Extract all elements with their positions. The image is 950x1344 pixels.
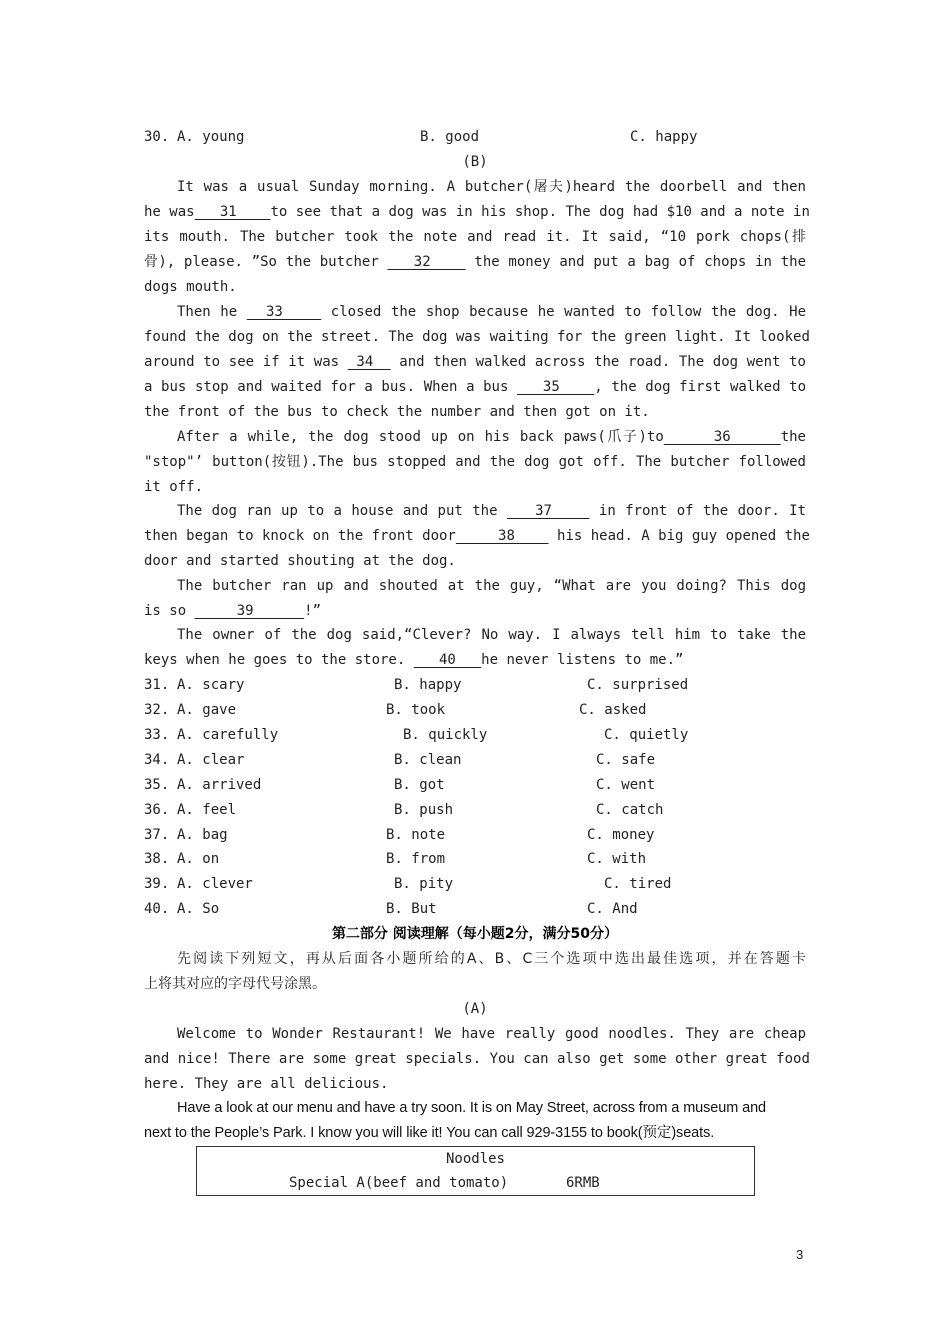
q32-option-b: B. took — [386, 702, 446, 718]
q32-option-a: A. gave — [177, 702, 237, 718]
menu-table — [196, 1146, 755, 1196]
q30-option-c: C. happy — [630, 129, 698, 145]
q34-option-b: B. clean — [394, 752, 462, 768]
q40-number: 40. — [144, 901, 170, 917]
blank-37: 37 — [506, 503, 590, 519]
blank-38: 38 — [455, 528, 549, 544]
blank-40: 40 — [413, 652, 482, 668]
q37-option-c: C. money — [587, 827, 655, 843]
menu-item-price: 6RMB — [566, 1175, 600, 1191]
q36-number: 36. — [144, 802, 170, 818]
passage-b-p1-line2: he was 31 to see that a dog was in his shop. The dog had $10 and a note in — [144, 204, 810, 220]
passage-b-p1-line1: It was a usual Sunday morning. A butcher(屠夫)heard the doorbell and then — [177, 179, 806, 195]
passage-b-p2-line2: found the dog on the street. The dog was waiting for the green light. It looked — [144, 329, 810, 345]
q40-option-a: A. So — [177, 901, 220, 917]
blank-34: 34 — [347, 354, 391, 370]
q38-option-c: C. with — [587, 851, 647, 867]
q34-option-c: C. safe — [596, 752, 656, 768]
q30-option-a: A. young — [177, 129, 245, 145]
q38-number: 38. — [144, 851, 170, 867]
section-label-b: (B) — [462, 154, 488, 170]
q33-option-a: A. carefully — [177, 727, 279, 743]
q36-option-c: C. catch — [596, 802, 664, 818]
q33-option-c: C. quietly — [604, 727, 689, 743]
q31-number: 31. — [144, 677, 170, 693]
q40-option-c: C. And — [587, 901, 638, 917]
passage-b-p2-line4: a bus stop and waited for a bus. When a bus 35 , the dog first walked to — [144, 379, 807, 395]
passage-b-p1-line5: dogs mouth. — [144, 279, 237, 295]
q38-option-b: B. from — [386, 851, 446, 867]
passage-b-p3-line2: "stop"’ button(按钮).The bus stopped and the dog got off. The butcher followed — [144, 454, 806, 470]
passage-b-p4-line2: then began to knock on the front door 38 his head. A big guy opened the — [144, 528, 810, 544]
passage-a-p1-line3: here. They are all delicious. — [144, 1076, 389, 1092]
blank-36: 36 — [663, 429, 781, 445]
passage-a-p1-line2: and nice! There are some great specials. You can also get some other great food — [144, 1051, 810, 1067]
q37-number: 37. — [144, 827, 170, 843]
q36-option-b: B. push — [394, 802, 454, 818]
q31-option-c: C. surprised — [587, 677, 689, 693]
part2-instruction-line2: 上将其对应的字母代号涂黑。 — [144, 976, 326, 992]
q30-number: 30. — [144, 129, 170, 145]
q39-number: 39. — [144, 876, 170, 892]
passage-b-p3-line3: it off. — [144, 479, 204, 495]
q31-option-b: B. happy — [394, 677, 462, 693]
q39-option-b: B. pity — [394, 876, 454, 892]
blank-31: 31 — [194, 204, 271, 220]
blank-39: 39 — [194, 603, 305, 619]
passage-b-p2-line1: Then he 33 closed the shop because he wanted to follow the dog. He — [177, 304, 806, 320]
passage-b-p2-line3: around to see if it was 34 and then walked across the road. The dog went to — [144, 354, 806, 370]
q37-option-a: A. bag — [177, 827, 228, 843]
q33-number: 33. — [144, 727, 170, 743]
q32-number: 32. — [144, 702, 170, 718]
passage-b-p4-line1: The dog ran up to a house and put the 37 in front of the door. It — [177, 503, 807, 519]
part2-instruction-line1: 先阅读下列短文，再从后面各小题所给的A、B、C三个选项中选出最佳选项，并在答题卡 — [177, 951, 806, 967]
page-number: 3 — [796, 1247, 804, 1262]
q35-number: 35. — [144, 777, 170, 793]
q34-number: 34. — [144, 752, 170, 768]
blank-35: 35 — [517, 379, 595, 395]
blank-33: 33 — [246, 304, 322, 320]
q40-option-b: B. But — [386, 901, 437, 917]
passage-a-p1-line1: Welcome to Wonder Restaurant! We have really good noodles. They are cheap — [177, 1026, 806, 1042]
q31-option-a: A. scary — [177, 677, 245, 693]
passage-b-p5-line2: is so 39 !” — [144, 603, 322, 619]
q39-option-c: C. tired — [604, 876, 672, 892]
passage-b-p3-line1: After a while, the dog stood up on his back paws(爪子)to 36 the — [177, 429, 806, 445]
passage-a-p2-line1: Have a look at our menu and have a try soon. It is on May Street, across from a museum and — [177, 1100, 767, 1116]
q34-option-a: A. clear — [177, 752, 245, 768]
q39-option-a: A. clever — [177, 876, 253, 892]
blank-32: 32 — [387, 254, 466, 270]
passage-b-p1-line4: 骨), please. ”So the butcher 32 the money and put a bag of chops in the — [144, 254, 807, 270]
passage-b-p6-line2: keys when he goes to the store. 40 he never listens to me.” — [144, 652, 684, 668]
passage-b-p2-line5: the front of the bus to check the number and then got on it. — [144, 404, 650, 420]
menu-item-name: Special A(beef and tomato) — [289, 1175, 509, 1191]
passage-b-p6-line1: The owner of the dog said,“Clever? No way. I always tell him to take the — [177, 627, 806, 643]
q35-option-a: A. arrived — [177, 777, 262, 793]
section-label-a: (A) — [462, 1001, 488, 1017]
passage-b-p1-line3: its mouth. The butcher took the note and read it. It said, “10 pork chops(排 — [144, 229, 806, 245]
passage-a-p2-line2: next to the People’s Park. I know you will like it! You can call 929-3155 to book(预定)seats. — [144, 1125, 715, 1141]
q30-option-b: B. good — [420, 129, 480, 145]
q35-option-b: B. got — [394, 777, 445, 793]
q33-option-b: B. quickly — [403, 727, 488, 743]
menu-row — [197, 1172, 754, 1194]
part2-heading: 第二部分 阅读理解（每小题2分，满分50分） — [331, 926, 619, 942]
passage-b-p5-line1: The butcher ran up and shouted at the guy, “What are you doing? This dog — [177, 578, 806, 594]
q35-option-c: C. went — [596, 777, 656, 793]
passage-b-p4-line3: door and started shouting at the dog. — [144, 553, 456, 569]
q38-option-a: A. on — [177, 851, 220, 867]
q36-option-a: A. feel — [177, 802, 237, 818]
q37-option-b: B. note — [386, 827, 446, 843]
q32-option-c: C. asked — [579, 702, 647, 718]
menu-title: Noodles — [445, 1151, 505, 1167]
